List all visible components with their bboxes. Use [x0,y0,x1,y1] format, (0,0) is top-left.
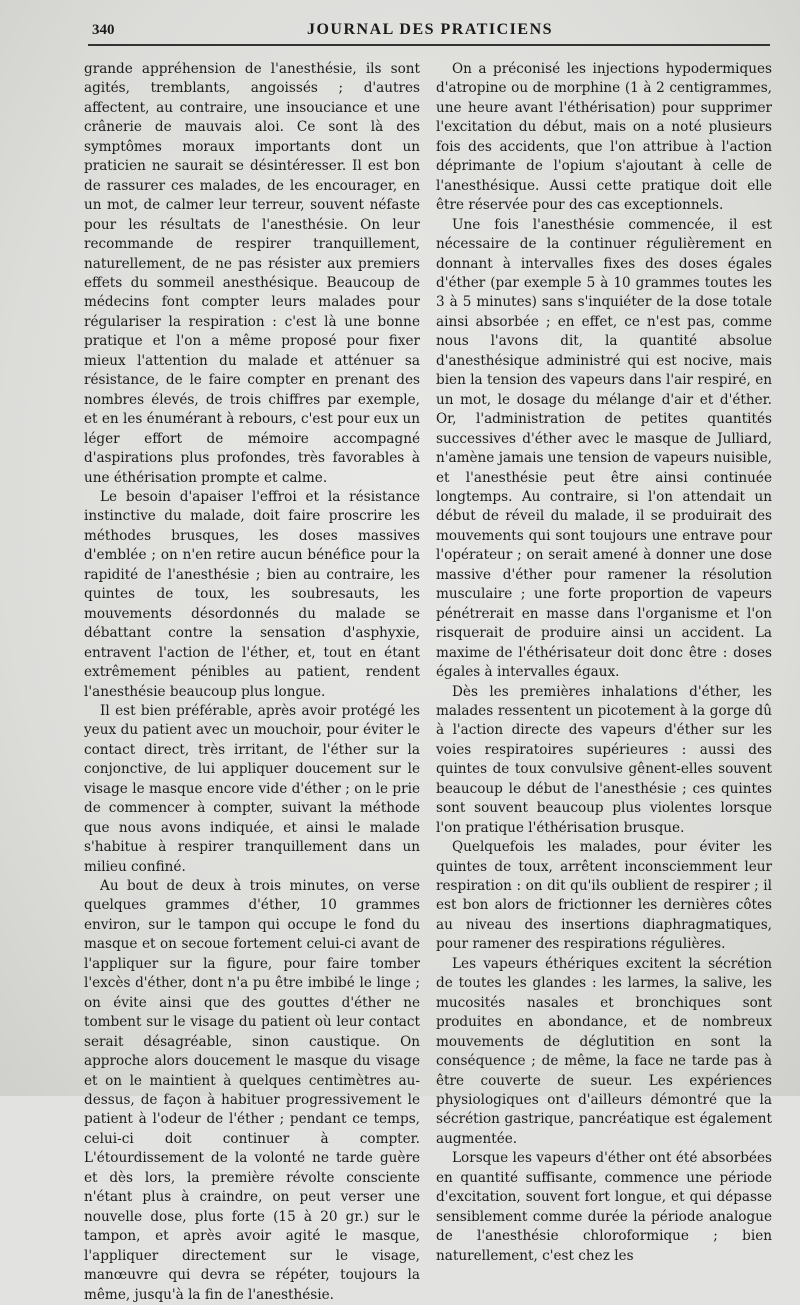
paragraph: Dès les premières inhalations d'éther, les malades ressentent un picotement à la gorge dû à l'action directe des vapeurs d'éther sur les voies respiratoires supérieures : aussi des quintes de toux convulsive gênent-elles souvent beaucoup le début de l'anesthésie ; ces quintes sont souvent beaucoup plus violentes lorsque l'on pratique l'éthérisation brusque. [436,683,772,836]
header-rule [88,44,770,46]
paragraph: grande appréhension de l'anesthésie, ils sont agités, tremblants, angoissés ; d'autres affectent, au contraire, une insouciance et une crânerie de mauvais aloi. Ce sont là des symptômes moraux importants dont un praticien ne saurait se désintéresser. Il est bon de rassurer ces malades, de les encourager, en un mot, de calmer leur terreur, souvent néfaste pour les résultats de l'anesthésie. On leur recommande de respirer tranquillement, naturellement, de ne pas résister aux premiers effets du sommeil anesthésique. Beaucoup de médecins font compter leurs malades pour régulariser la respiration : c'est là une bonne pratique et l'on a même proposé pour fixer mieux l'attention du malade et atténuer sa résistance, de le faire compter en prenant des nombres élevés, de trois chiffres par exemple, et en les énumérant à rebours, c'est pour eux un léger effort de mémoire accompagné d'aspirations plus profondes, très favorables à une éthérisation prompte et calme. [84,61,420,486]
paragraph: On a préconisé les injections hypodermiques d'atropine ou de morphine (1 à 2 centigrammes, une heure avant l'éthérisation) pour supprimer l'excitation du début, mais on a noté plusieurs fois des accidents, que l'on attribue à l'action déprimante de l'opium s'ajoutant à celle de l'anesthésique. Aussi cette pratique doit elle être réservée pour des cas exceptionnels. [436,61,772,214]
paragraph: Il est bien préférable, après avoir protégé les yeux du patient avec un mouchoir, pour éviter le contact direct, très irritant, de l'éther sur la conjonctive, de lui appliquer doucement sur le visage le masque encore vide d'éther ; on le prie de commencer à compter, suivant la méthode que nous avons indiquée, et ainsi le malade s'habitue à respirer tranquillement dans un milieu confiné. [84,702,420,875]
page-header [92,20,768,46]
paragraph: Le besoin d'apaiser l'effroi et la résistance instinctive du malade, doit faire proscrire les méthodes brusques, les doses massives d'emblée ; on n'en retire aucun bénéfice pour la rapidité de l'anesthésie ; bien au contraire, les quintes de toux, les soubresauts, les mouvements désordonnés du malade se débattant contre la sensation d'asphyxie, entravent l'action de l'éther, et, tout en étant extrêmement pénibles au patient, rendent l'anesthésie beaucoup plus longue. [84,488,420,700]
paragraph: Lorsque les vapeurs d'éther ont été absorbées en quantité suffisante, commence une période d'excitation, souvent fort longue, et qui dépasse sensiblement comme durée la période analogue de l'anesthésie chloroformique ; bien naturellement, c'est chez les [436,1150,772,1264]
right-column [436,60,772,1264]
running-title: JOURNAL DES PRATICIENS [306,21,554,38]
paragraph: Une fois l'anesthésie commencée, il est nécessaire de la continuer régulièrement en donnant à intervalles fixes des doses égales d'éther (par exemple 5 à 10 grammes toutes les 3 à 5 minutes) sans s'inquiéter de la dose totale ainsi absorbée ; en effet, ce n'est pas, comme nous l'avons dit, la quantité absolue d'anesthésique administré qui est nocive, mais bien la tension des vapeurs dans l'air respiré, en un mot, le dosage du mélange d'air et d'éther. Or, l'administration de petites quantités successives d'éther avec le masque de Julliard, n'amène jamais une tension de vapeurs nuisible, et l'anesthésie peut être ainsi continuée longtemps. Au contraire, si l'on attendait un début de réveil du malade, il se produirait des mouvements qui sont toujours une entrave pour l'opérateur ; on serait amené à donner une dose massive d'éther pour ramener la résolution musculaire ; une forte proportion de vapeurs pénétrerait en masse dans l'organisme et l'on risquerait de produire ainsi un accident. La maxime de l'éthérisateur doit donc être : doses égales à intervalles égaux. [436,216,772,681]
left-column [84,60,420,1303]
page-number: 340 [92,22,115,38]
paragraph: Les vapeurs éthériques excitent la sécrétion de toutes les glandes : les larmes, la salive, les mucosités nasales et bronchiques sont produites en abondance, et de nombreux mouvements de déglutition en sont la conséquence ; de même, la face ne tarde pas à être couverte de sueur. Les expériences physiologiques ont d'ailleurs démontré que la sécrétion gastrique, pancréatique est également augmentée. [436,955,772,1147]
paragraph: Au bout de deux à trois minutes, on verse quelques grammes d'éther, 10 grammes environ, sur le tampon qui occupe le fond du masque et on secoue fortement celui-ci avant de l'appliquer sur la figure, pour faire tomber l'excès d'éther, dont n'a pu être imbibé le linge ; on évite ainsi que des gouttes d'éther ne tombent sur le visage du patient où leur contact serait désagréable, sinon caustique. On approche alors doucement le masque du visage et on le maintient à quelques centimètres au-dessus, de façon à habituer progressivement le patient à l'odeur de l'éther ; pendant ce temps, celui-ci doit continuer à compter. L'étourdissement de la volonté ne tarde guère et dès lors, la première révolte consciente n'étant plus à craindre, on peut verser une nouvelle dose, plus forte (15 à 20 gr.) sur le tampon, et après avoir agité le masque, l'appliquer directement sur le visage, manœuvre qui devra se répéter, toujours la même, jusqu'à la fin de l'anesthésie. [84,878,420,1303]
paragraph: Quelquefois les malades, pour éviter les quintes de toux, arrêtent inconsciemment leur respiration : on dit qu'ils oublient de respirer ; il est bon alors de frictionner les dernières côtes au niveau des insertions diaphragmatiques, pour ramener des respirations régulières. [436,839,772,953]
